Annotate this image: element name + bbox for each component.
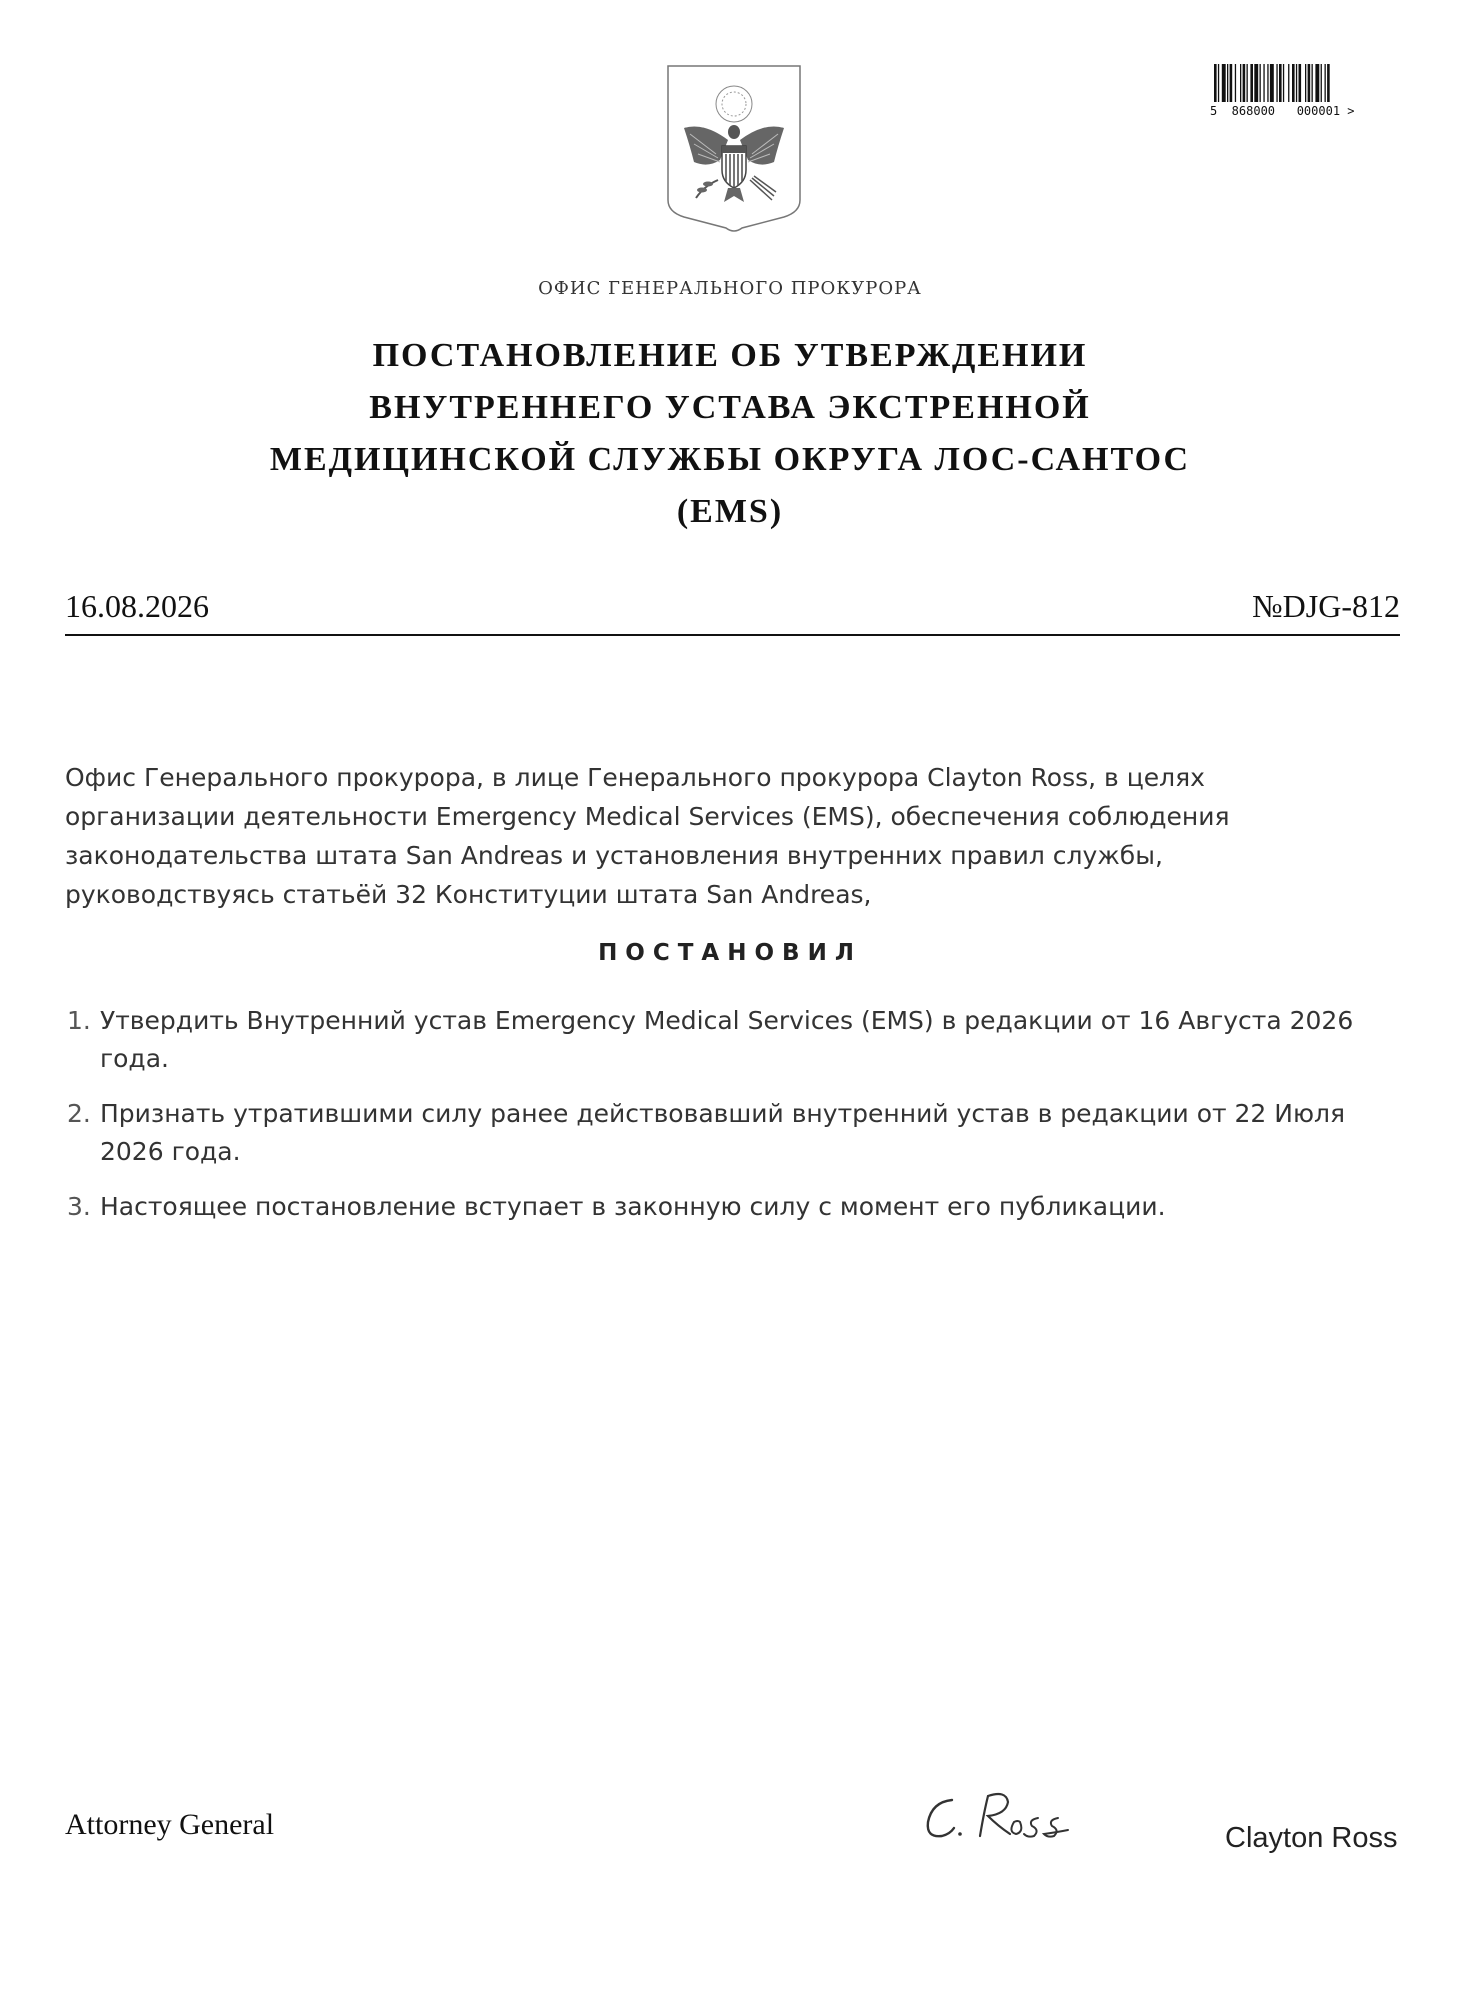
meta-row (65, 588, 1400, 636)
title-line: (EMS) (676, 493, 784, 530)
barcode-digits: 5 868000 000001 > (1210, 104, 1355, 118)
clause-item (65, 1188, 1405, 1226)
clause-line: Утвердить Внутренний устав Emergency Medical Services (EMS) в редакции от 16 Августа 2026 (100, 1006, 1354, 1035)
decree-heading: ПОСТАНОВИЛ (598, 940, 862, 966)
clause-item (65, 1095, 1405, 1171)
document-number: №DJG-812 (1252, 588, 1400, 624)
clause-item (65, 1002, 1405, 1078)
preamble-line: Офис Генерального прокурора, в лице Генерального прокурора Clayton Ross, в целях (65, 763, 1205, 792)
title-line: МЕДИЦИНСКОЙ СЛУЖБЫ ОКРУГА ЛОС-САНТОС (269, 441, 1191, 478)
clause-line: года. (100, 1044, 169, 1073)
handwritten-signature (918, 1782, 1078, 1852)
preamble (65, 758, 1385, 914)
clause-line: Признать утратившими силу ранее действовавший внутренний устав в редакции от 22 Июля (100, 1099, 1346, 1128)
clause-number: 3. (67, 1192, 91, 1221)
preamble-line: организации деятельности Emergency Medical Services (EMS), обеспечения соблюдения (65, 802, 1230, 831)
us-great-seal-icon (664, 62, 804, 240)
clause-number: 2. (67, 1099, 91, 1128)
office-name: ОФИС ГЕНЕРАЛЬНОГО ПРОКУРОРА (538, 278, 922, 299)
document-title (180, 330, 1280, 538)
clause-line: Настоящее постановление вступает в законную силу с момент его публикации. (100, 1192, 1166, 1221)
clauses-list (65, 1002, 1405, 1243)
title-line: ПОСТАНОВЛЕНИЕ ОБ УТВЕРЖДЕНИИ (372, 337, 1088, 374)
signatory-name: Clayton Ross (1225, 1822, 1398, 1854)
clause-number: 1. (67, 1006, 91, 1035)
clause-line: 2026 года. (100, 1137, 241, 1166)
preamble-line: законодательства штата San Andreas и установления внутренних правил службы, (65, 841, 1163, 870)
signatory-role: Attorney General (65, 1808, 275, 1841)
document-date: 16.08.2026 (65, 588, 209, 624)
title-line: ВНУТРЕННЕГО УСТАВА ЭКСТРЕННОЙ (369, 389, 1091, 426)
preamble-line: руководствуясь статьёй 32 Конституции штата San Andreas, (65, 880, 872, 909)
